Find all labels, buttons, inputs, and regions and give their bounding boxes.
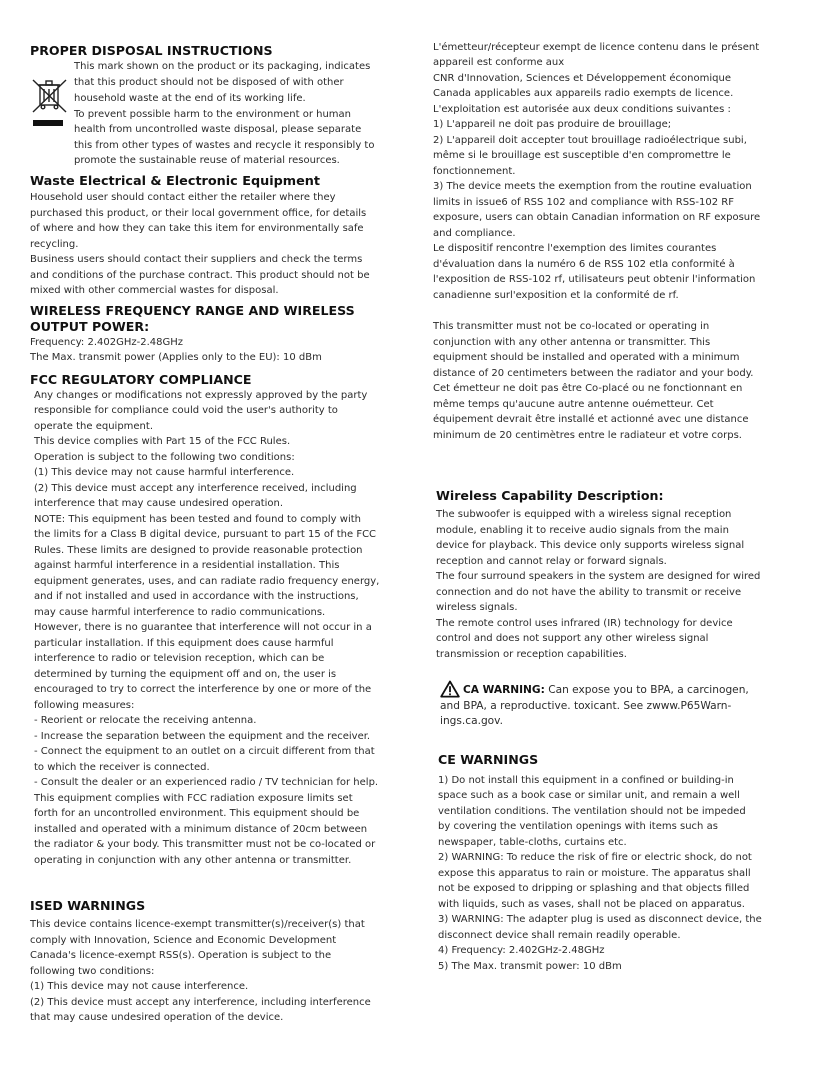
ca-warning-line: ings.ca.gov. bbox=[440, 715, 503, 727]
french-line: and compliance. bbox=[433, 228, 516, 239]
ce-line: 5) The Max. transmit power: 10 dBm bbox=[438, 961, 622, 972]
ce-line: 2) WARNING: To reduce the risk of fire or electric shock, do not bbox=[438, 852, 752, 863]
crossed-out-bin-icon bbox=[30, 76, 70, 132]
fcc-line: - Reorient or relocate the receiving antenna. bbox=[34, 715, 257, 726]
fcc-line: Any changes or modifications not expressly approved by the party bbox=[34, 390, 368, 401]
weee-line: mixed with other commercial wastes for disposal. bbox=[30, 285, 279, 296]
french-line: CNR d'Innovation, Sciences et Développement économique bbox=[433, 73, 731, 84]
ised-line: that may cause undesired operation of the device. bbox=[30, 1012, 284, 1023]
capability-line: control and does not support any other wireless signal bbox=[436, 633, 709, 644]
french-line: 3) The device meets the exemption from the routine evaluation bbox=[433, 181, 752, 192]
french-line: Canada applicables aux appareils radio exempts de licence. bbox=[433, 88, 734, 99]
colocation-line: même temps qu'aucune autre antenne ouémetteur. Cet bbox=[433, 399, 714, 410]
ce-line: space such as a book case or similar unit, and remain a well bbox=[438, 790, 740, 801]
wireless-line: The Max. transmit power (Applies only to the EU): 10 dBm bbox=[30, 352, 322, 363]
fcc-line: - Consult the dealer or an experienced radio / TV technician for help. bbox=[34, 777, 379, 788]
ca-warning-label: CA WARNING: bbox=[463, 684, 545, 696]
capability-line: reception and cannot relay or forward signals. bbox=[436, 556, 667, 567]
disposal-line: that this product should not be disposed of with other bbox=[74, 77, 344, 88]
wireless-title-line2: OUTPUT POWER: bbox=[30, 319, 150, 334]
capability-line: The four surround speakers in the system are designed for wired bbox=[436, 571, 761, 582]
fcc-line: operate the equipment. bbox=[34, 421, 153, 432]
fcc-line: particular installation. If this equipment does cause harmful bbox=[34, 638, 334, 649]
colocation-line: équipement devrait être installé et actionné avec une distance bbox=[433, 414, 749, 425]
ce-line: disconnect device shall remain readily operable. bbox=[438, 930, 681, 941]
weee-line: purchased this product, or their local government office, for details bbox=[30, 208, 367, 219]
fcc-line: to which the receiver is connected. bbox=[34, 762, 210, 773]
capability-line: The subwoofer is equipped with a wireless signal reception bbox=[436, 509, 732, 520]
ce-line: ventilation conditions. The ventilation should not be impeded bbox=[438, 806, 746, 817]
weee-line: recycling. bbox=[30, 239, 79, 250]
colocation-line: conjunction with any other antenna or transmitter. This bbox=[433, 337, 711, 348]
fcc-line: encouraged to try to correct the interference by one or more of the bbox=[34, 684, 372, 695]
french-line: L'exploitation est autorisée aux deux conditions suivantes : bbox=[433, 104, 731, 115]
capability-line: device for playback. This device only supports wireless signal bbox=[436, 540, 745, 551]
weee-line: and conditions of the purchase contract. This product should not be bbox=[30, 270, 370, 281]
french-line: L'émetteur/récepteur exempt de licence contenu dans le présent bbox=[433, 42, 760, 53]
fcc-line: the radiator & your body. This transmitter must not be co-located or bbox=[34, 839, 376, 850]
french-line: limits in issue6 of RSS 102 and compliance with RSS-102 RF bbox=[433, 197, 734, 208]
fcc-line: This equipment complies with FCC radiation exposure limits set bbox=[34, 793, 353, 804]
fcc-line: operating in conjunction with any other antenna or transmitter. bbox=[34, 855, 352, 866]
fcc-line: installed and operated with a minimum distance of 20cm between bbox=[34, 824, 368, 835]
ised-title: ISED WARNINGS bbox=[30, 898, 146, 913]
ce-line: 1) Do not install this equipment in a confined or building-in bbox=[438, 775, 734, 786]
fcc-line: (2) This device must accept any interference received, including bbox=[34, 483, 357, 494]
ca-warning-text: Can expose you to BPA, a carcinogen, bbox=[544, 684, 749, 696]
colocation-line: This transmitter must not be co-located or operating in bbox=[433, 321, 710, 332]
french-line: l'exposition de RSS-102 rf, utilisateurs peut obtenir l'information bbox=[433, 274, 756, 285]
ised-line: Canada's licence-exempt RSS(s). Operation is subject to the bbox=[30, 950, 332, 961]
disposal-line: household waste at the end of its working life. bbox=[74, 93, 306, 104]
fcc-line: - Connect the equipment to an outlet on a circuit different from that bbox=[34, 746, 375, 757]
ised-line: (1) This device may not cause interference. bbox=[30, 981, 249, 992]
ca-warning-line: and BPA, a reproductive. toxicant. See zwww.P65Warn- bbox=[440, 700, 732, 712]
colocation-line: distance of 20 centimeters between the radiator and your body. bbox=[433, 368, 754, 379]
ce-line: 4) Frequency: 2.402GHz-2.48GHz bbox=[438, 945, 605, 956]
capability-title: Wireless Capability Description: bbox=[436, 488, 664, 503]
fcc-title: FCC REGULATORY COMPLIANCE bbox=[30, 372, 252, 387]
french-line: exposure, users can obtain Canadian information on RF exposure bbox=[433, 212, 761, 223]
capability-line: wireless signals. bbox=[436, 602, 518, 613]
disposal-line: promote the sustainable reuse of material resources. bbox=[74, 155, 340, 166]
ce-line: 3) WARNING: The adapter plug is used as disconnect device, the bbox=[438, 914, 762, 925]
fcc-line: forth for an uncontrolled environment. This equipment should be bbox=[34, 808, 360, 819]
ca-warning-line1 bbox=[463, 684, 749, 696]
wireless-line: Frequency: 2.402GHz-2.48GHz bbox=[30, 337, 184, 348]
fcc-line: may cause harmful interference to radio communications. bbox=[34, 607, 326, 618]
fcc-line: NOTE: This equipment has been tested and found to comply with bbox=[34, 514, 361, 525]
disposal-title: PROPER DISPOSAL INSTRUCTIONS bbox=[30, 43, 273, 58]
ce-line: not be exposed to dripping or splashing and that objects filled bbox=[438, 883, 750, 894]
colocation-line: Cet émetteur ne doit pas être Co-placé ou ne fonctionnant en bbox=[433, 383, 743, 394]
french-line: Le dispositif rencontre l'exemption des limites courantes bbox=[433, 243, 717, 254]
fcc-line: and if not installed and used in accordance with the instructions, bbox=[34, 591, 359, 602]
fcc-line: (1) This device may not cause harmful interference. bbox=[34, 467, 295, 478]
ce-line: with liquids, such as vases, shall not be placed on apparatus. bbox=[438, 899, 745, 910]
fcc-line: determined by turning the equipment off and on, the user is bbox=[34, 669, 337, 680]
ce-line: expose this apparatus to rain or moisture. The apparatus shall bbox=[438, 868, 751, 879]
french-line: 2) L'appareil doit accepter tout brouillage radioélectrique subi, bbox=[433, 135, 747, 146]
capability-line: transmission or reception capabilities. bbox=[436, 649, 627, 660]
ised-line: This device contains licence-exempt transmitter(s)/receiver(s) that bbox=[30, 919, 365, 930]
fcc-line: responsible for compliance could void the user's authority to bbox=[34, 405, 338, 416]
ised-line: following two conditions: bbox=[30, 966, 155, 977]
french-line: même si le brouillage est susceptible d'en compromettre le bbox=[433, 150, 731, 161]
capability-line: connection and do not have the ability to transmit or receive bbox=[436, 587, 742, 598]
fcc-line: However, there is no guarantee that interference will not occur in a bbox=[34, 622, 372, 633]
french-line: canadienne surl'exposition et la conformité de rf. bbox=[433, 290, 679, 301]
fcc-line: following measures: bbox=[34, 700, 135, 711]
ce-line: newspaper, table-cloths, curtains etc. bbox=[438, 837, 627, 848]
fcc-line: the limits for a Class B digital device, pursuant to part 15 of the FCC bbox=[34, 529, 377, 540]
weee-line: of where and how they can take this item for environmentally safe bbox=[30, 223, 364, 234]
disposal-line: To prevent possible harm to the environment or human bbox=[74, 109, 352, 120]
french-line: fonctionnement. bbox=[433, 166, 516, 177]
colocation-line: minimum de 20 centimètres entre le radiateur et votre corps. bbox=[433, 430, 742, 441]
disposal-line: this from other types of wastes and recycle it responsibly to bbox=[74, 140, 375, 151]
ised-line: (2) This device must accept any interference, including interference bbox=[30, 997, 371, 1008]
wireless-title-line1: WIRELESS FREQUENCY RANGE AND WIRELESS bbox=[30, 303, 355, 318]
ce-line: by covering the ventilation openings with items such as bbox=[438, 821, 718, 832]
french-line: 1) L'appareil ne doit pas produire de brouillage; bbox=[433, 119, 672, 130]
fcc-line: interference to radio or television reception, which can be bbox=[34, 653, 325, 664]
colocation-line: equipment should be installed and operated with a minimum bbox=[433, 352, 740, 363]
fcc-line: Operation is subject to the following two conditions: bbox=[34, 452, 295, 463]
disposal-line: health from uncontrolled waste disposal, please separate bbox=[74, 124, 362, 135]
fcc-line: interference that may cause undesired operation. bbox=[34, 498, 284, 509]
weee-line: Business users should contact their suppliers and check the terms bbox=[30, 254, 363, 265]
french-line: d'évaluation dans la numéro 6 de RSS 102 etla conformité à bbox=[433, 259, 735, 270]
french-line: appareil est conforme aux bbox=[433, 57, 565, 68]
weee-line: Household user should contact either the retailer where they bbox=[30, 192, 336, 203]
fcc-line: Rules. These limits are designed to provide reasonable protection bbox=[34, 545, 363, 556]
capability-line: module, enabling it to receive audio signals from the main bbox=[436, 525, 729, 536]
ce-title: CE WARNINGS bbox=[438, 752, 539, 767]
fcc-line: - Increase the separation between the equipment and the receiver. bbox=[34, 731, 371, 742]
ised-line: comply with Innovation, Science and Economic Development bbox=[30, 935, 337, 946]
warning-triangle-icon bbox=[440, 680, 460, 698]
fcc-line: against harmful interference in a residential installation. This bbox=[34, 560, 340, 571]
capability-line: The remote control uses infrared (IR) technology for device bbox=[436, 618, 733, 629]
fcc-line: This device complies with Part 15 of the FCC Rules. bbox=[34, 436, 291, 447]
weee-title: Waste Electrical & Electronic Equipment bbox=[30, 174, 320, 189]
fcc-line: equipment generates, uses, and can radiate radio frequency energy, bbox=[34, 576, 380, 587]
disposal-line: This mark shown on the product or its packaging, indicates bbox=[74, 61, 371, 72]
